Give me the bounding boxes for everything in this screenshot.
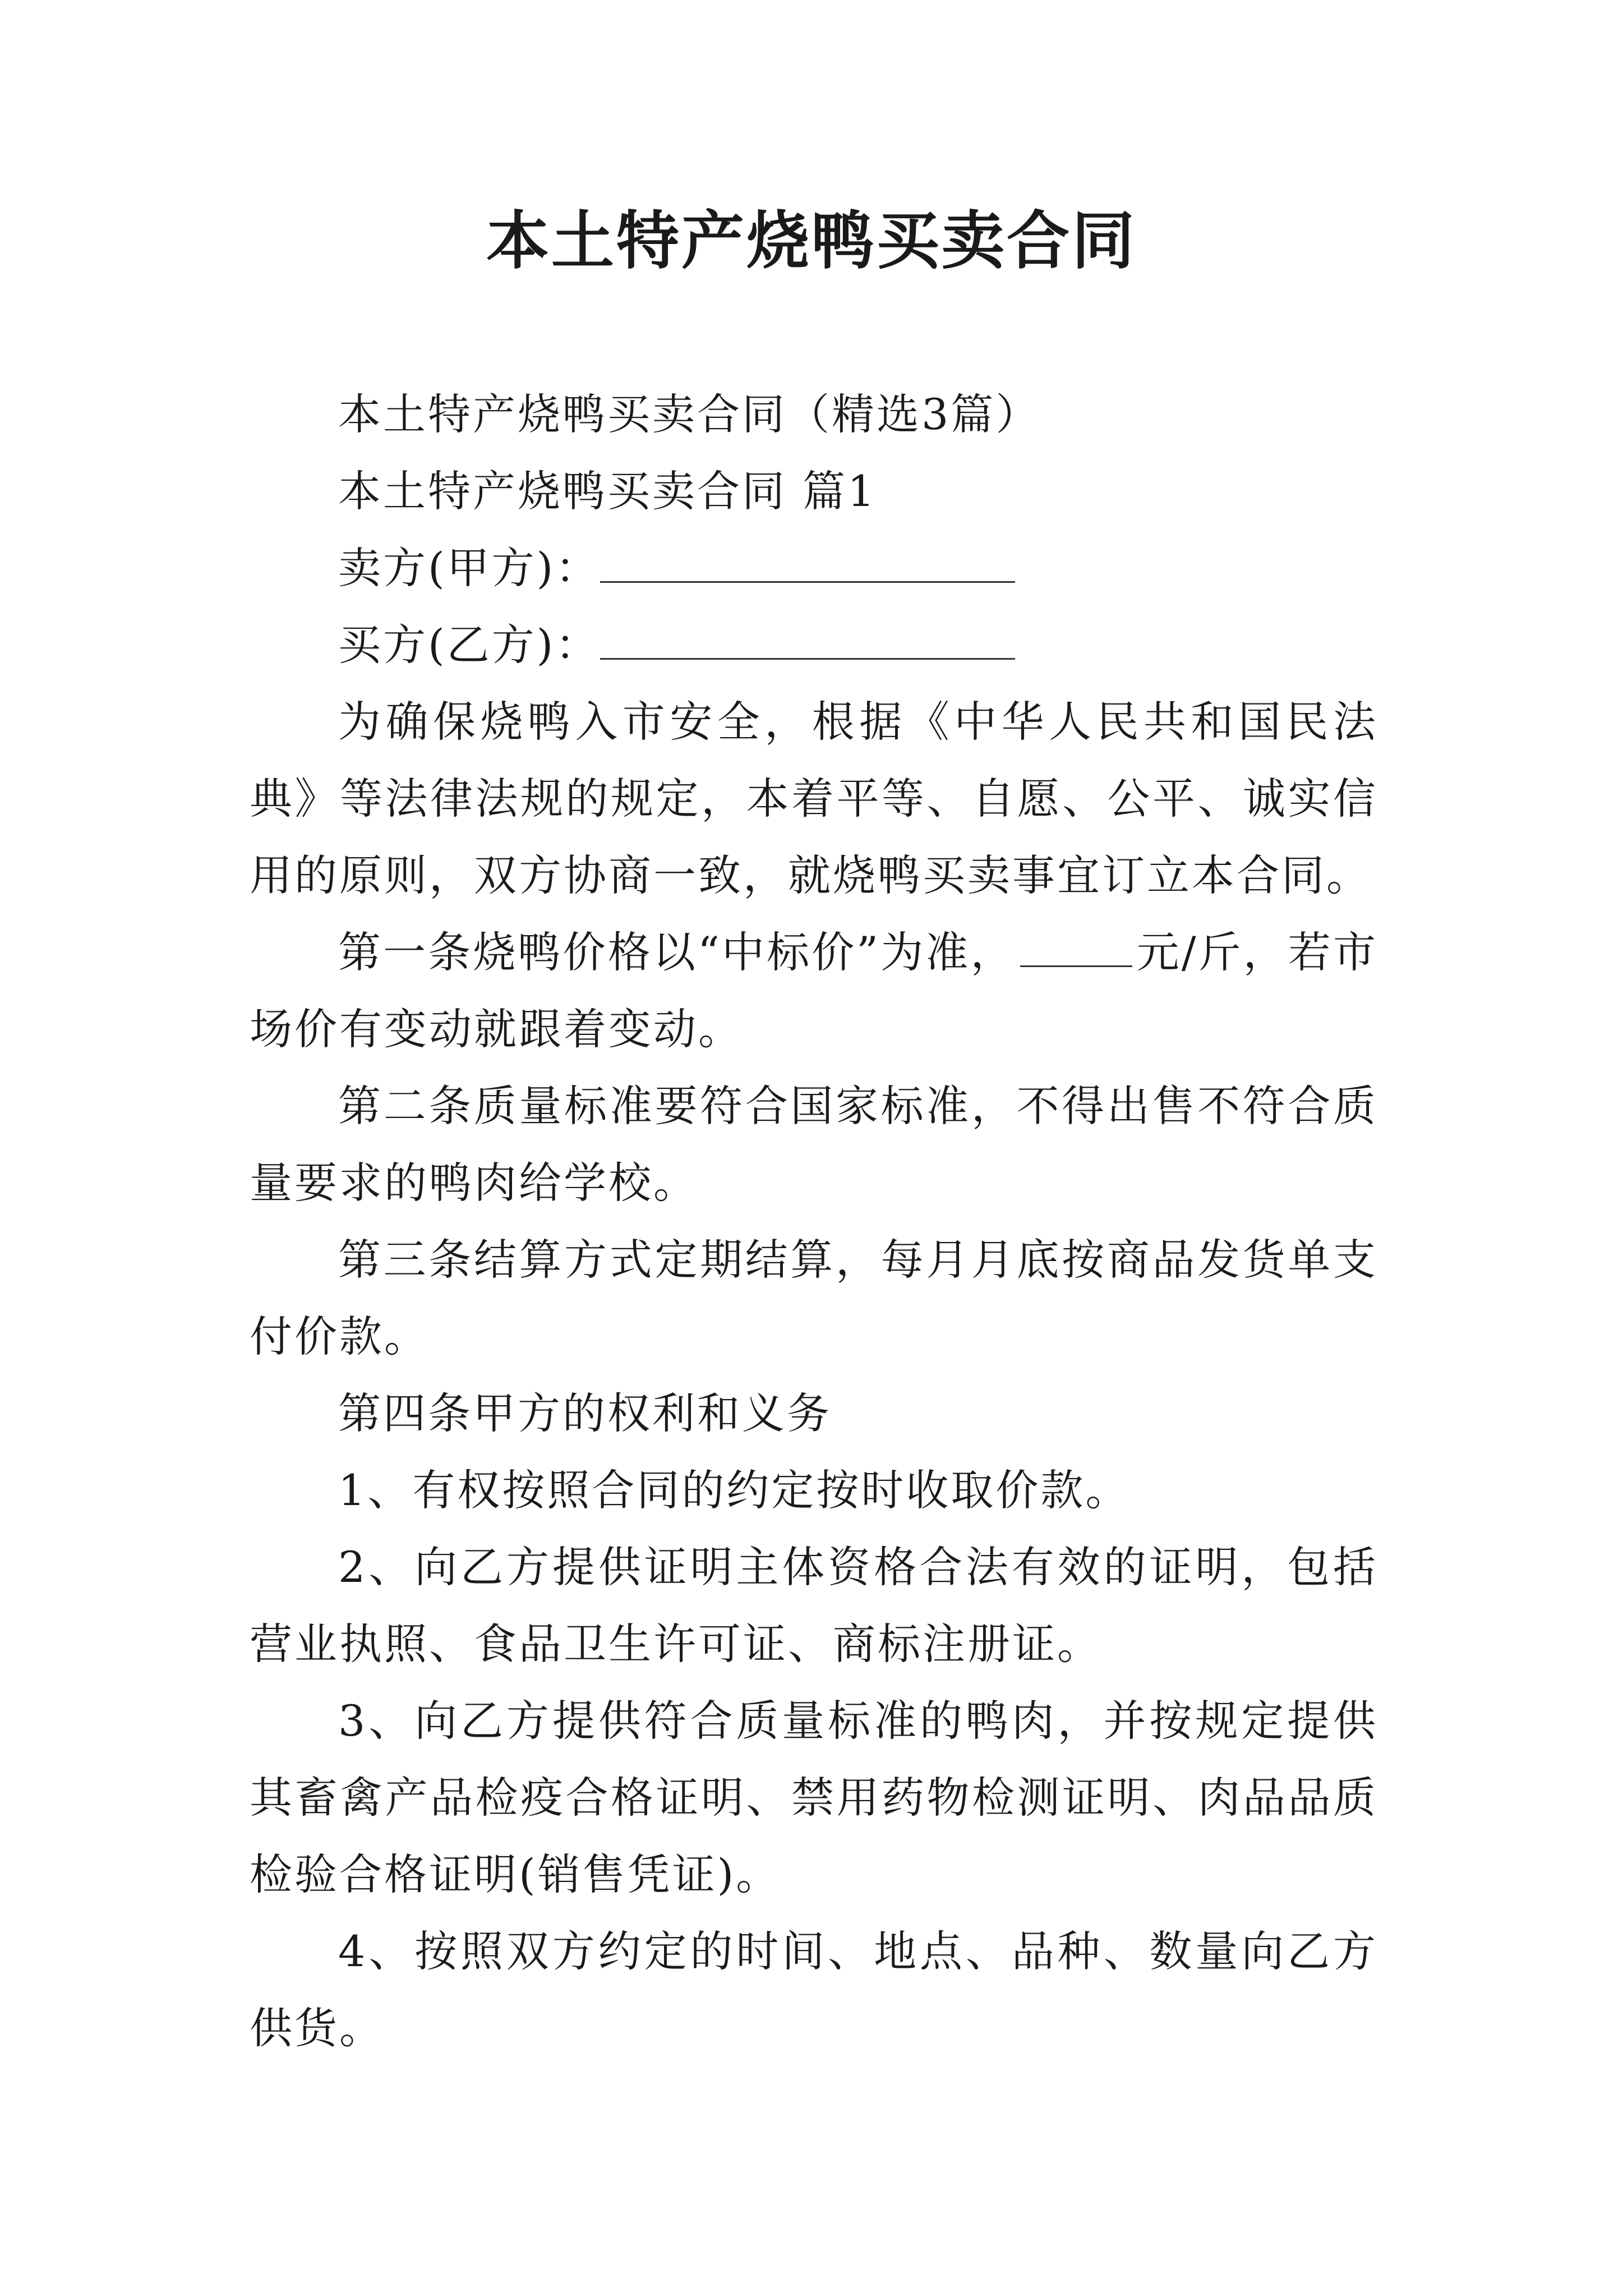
article-4-item-1: 1、有权按照合同的约定按时收取价款。 — [338, 1465, 1131, 1515]
seller-line — [250, 530, 1378, 606]
article-4-item-4: 4、按照双方约定的时间、地点、品种、数量向乙方供货。 — [250, 1926, 1378, 2053]
subtitle-line: 本土特产烧鸭买卖合同（精选3篇） — [338, 389, 1041, 439]
article-4-heading: 第四条甲方的权利和义务 — [338, 1388, 832, 1438]
price-blank — [1020, 932, 1132, 967]
buyer-label: 买方(乙方)： — [338, 620, 601, 670]
article-4-item-3: 3、向乙方提供符合质量标准的鸭肉，并按规定提供其畜禽产品检疫合格证明、禁用药物检测证明、肉品品质检验合格证明(销售凭证)。 — [250, 1696, 1378, 1899]
buyer-line — [250, 606, 1378, 683]
seller-label: 卖方(甲方)： — [338, 543, 601, 593]
article-4-item-2: 2、向乙方提供证明主体资格合法有效的证明，包括营业执照、食品卫生许可证、商标注册证。 — [250, 1542, 1378, 1669]
document-title: 本土特产烧鸭买卖合同 — [486, 204, 1137, 278]
article-3: 第三条结算方式定期结算，每月月底按商品发货单支付价款。 — [250, 1235, 1378, 1361]
document-body — [250, 376, 1378, 2067]
section-heading: 本土特产烧鸭买卖合同 篇1 — [338, 466, 877, 516]
buyer-blank — [600, 624, 1015, 660]
article-1-text-end: 元/斤，若市场价有变动就跟着变动。 — [250, 927, 1378, 1054]
article-1-text-start: 第一条烧鸭价格以“中标价”为准， — [338, 927, 1016, 977]
seller-blank — [600, 547, 1015, 583]
article-2: 第二条质量标准要符合国家标准，不得出售不符合质量要求的鸭肉给学校。 — [250, 1081, 1378, 1208]
article-1 — [250, 914, 1378, 1068]
preamble-paragraph: 为确保烧鸭入市安全，根据《中华人民共和国民法典》等法律法规的规定，本着平等、自愿、公平、诚实信用的原则，双方协商一致，就烧鸭买卖事宜订立本合同。 — [250, 697, 1378, 900]
